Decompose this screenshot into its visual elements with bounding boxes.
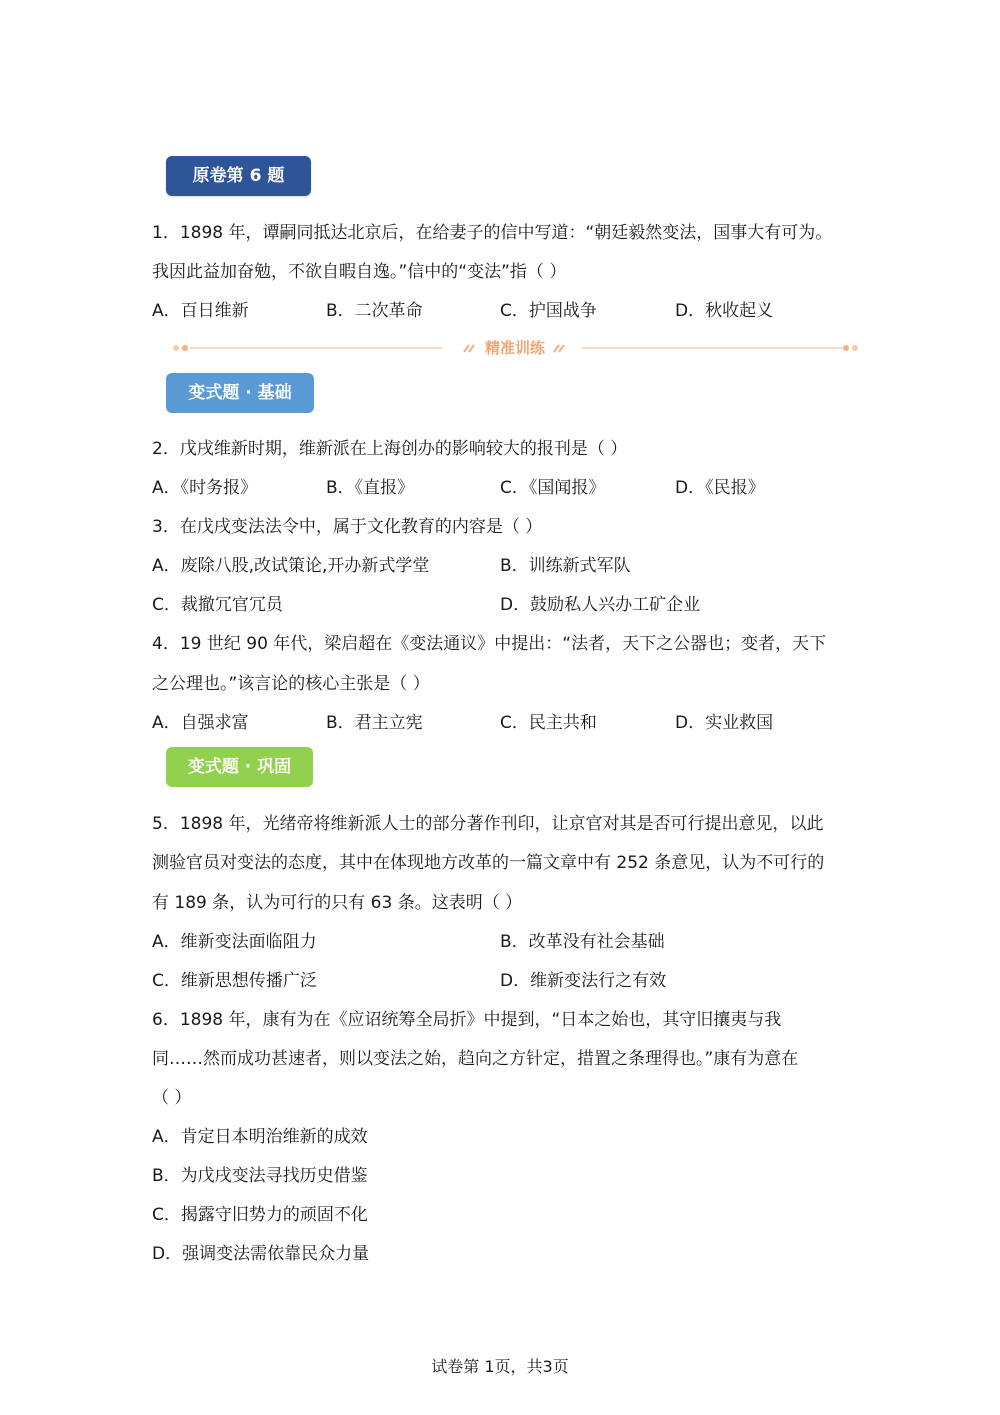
question-5-line-1: 5．1898 年，光绪帝将维新派人士的部分著作刊印，让京官对其是否可行提出意见，以此 <box>152 814 824 834</box>
question-2-option-a: A．《时务报》 <box>152 478 258 498</box>
question-5-line-3: 有 189 条，认为可行的只有 63 条。这表明（ ） <box>152 893 523 913</box>
question-4-option-c: C．民主共和 <box>500 713 597 733</box>
question-2-option-c: C．《国闻报》 <box>500 478 606 498</box>
question-2-option-b: B．《直报》 <box>326 478 415 498</box>
question-6-option-c: C．揭露守旧势力的顽固不化 <box>152 1205 368 1225</box>
question-5-line-2: 测验官员对变法的态度，其中在体现地方改革的一篇文章中有 252 条意见，认为不可行的 <box>152 853 825 873</box>
question-3-option-c: C．裁撤冗官冗员 <box>152 595 283 615</box>
question-6-option-a: A．肯定日本明治维新的成效 <box>152 1127 368 1147</box>
question-6-option-b: B．为戊戌变法寻找历史借鉴 <box>152 1166 368 1186</box>
question-6-option-d: D．强调变法需依靠民众力量 <box>152 1244 370 1264</box>
question-4-line-1: 4．19 世纪 90 年代，梁启超在《变法通议》中提出：“法者，天下之公器也；变者，天下 <box>152 634 827 654</box>
question-5-option-c: C．维新思想传播广泛 <box>152 971 317 991</box>
question-6-line-2: 同……然而成功甚速者，则以变法之始，趋向之方针定，措置之条理得也。”康有为意在 <box>152 1049 799 1069</box>
question-1-option-a: A．百日维新 <box>152 301 249 321</box>
variant-basic-tag: 变式题 · 基础 <box>166 373 314 413</box>
question-2-option-d: D．《民报》 <box>675 478 765 498</box>
variant-consolidate-tag: 变式题 · 巩固 <box>166 747 313 787</box>
question-1-line-2: 我因此益加奋勉，不欲自暇自逸。”信中的“变法”指（ ） <box>152 262 567 282</box>
question-1-line-1: 1．1898 年，谭嗣同抵达北京后，在给妻子的信中写道：“朝廷毅然变法，国事大有可为。 <box>152 223 833 243</box>
question-4-option-b: B．君主立宪 <box>326 713 423 733</box>
page-footer: 试卷第 1页，共3页 <box>431 1357 569 1376</box>
question-3-option-b: B．训练新式军队 <box>500 556 631 576</box>
question-6-line-1: 6．1898 年，康有为在《应诏统筹全局折》中提到，“日本之始也，其守旧攘夷与我 <box>152 1010 782 1030</box>
divider-label: 精准训练 <box>484 339 546 357</box>
question-2-line-1: 2．戊戌维新时期，维新派在上海创办的影响较大的报刊是（ ） <box>152 439 628 459</box>
question-5-option-b: B．改革没有社会基础 <box>500 932 665 952</box>
question-4-option-d: D．实业救国 <box>675 713 774 733</box>
question-1-option-b: B．二次革命 <box>326 301 423 321</box>
question-4-option-a: A．自强求富 <box>152 713 249 733</box>
question-3-option-d: D．鼓励私人兴办工矿企业 <box>500 595 701 615</box>
question-5-option-d: D．维新变法行之有效 <box>500 971 667 991</box>
question-1-option-d: D．秋收起义 <box>675 301 774 321</box>
question-3-line-1: 3．在戊戌变法法令中，属于文化教育的内容是（ ） <box>152 517 543 537</box>
question-4-line-2: 之公理也。”该言论的核心主张是（ ） <box>152 674 430 694</box>
precision-training-divider <box>172 336 860 360</box>
question-5-option-a: A．维新变法面临阻力 <box>152 932 317 952</box>
question-1-option-c: C．护国战争 <box>500 301 597 321</box>
question-6-line-3: （ ） <box>152 1088 192 1108</box>
original-question-tag: 原卷第 6 题 <box>166 156 311 196</box>
question-3-option-a: A．废除八股,改试策论,开办新式学堂 <box>152 556 430 576</box>
